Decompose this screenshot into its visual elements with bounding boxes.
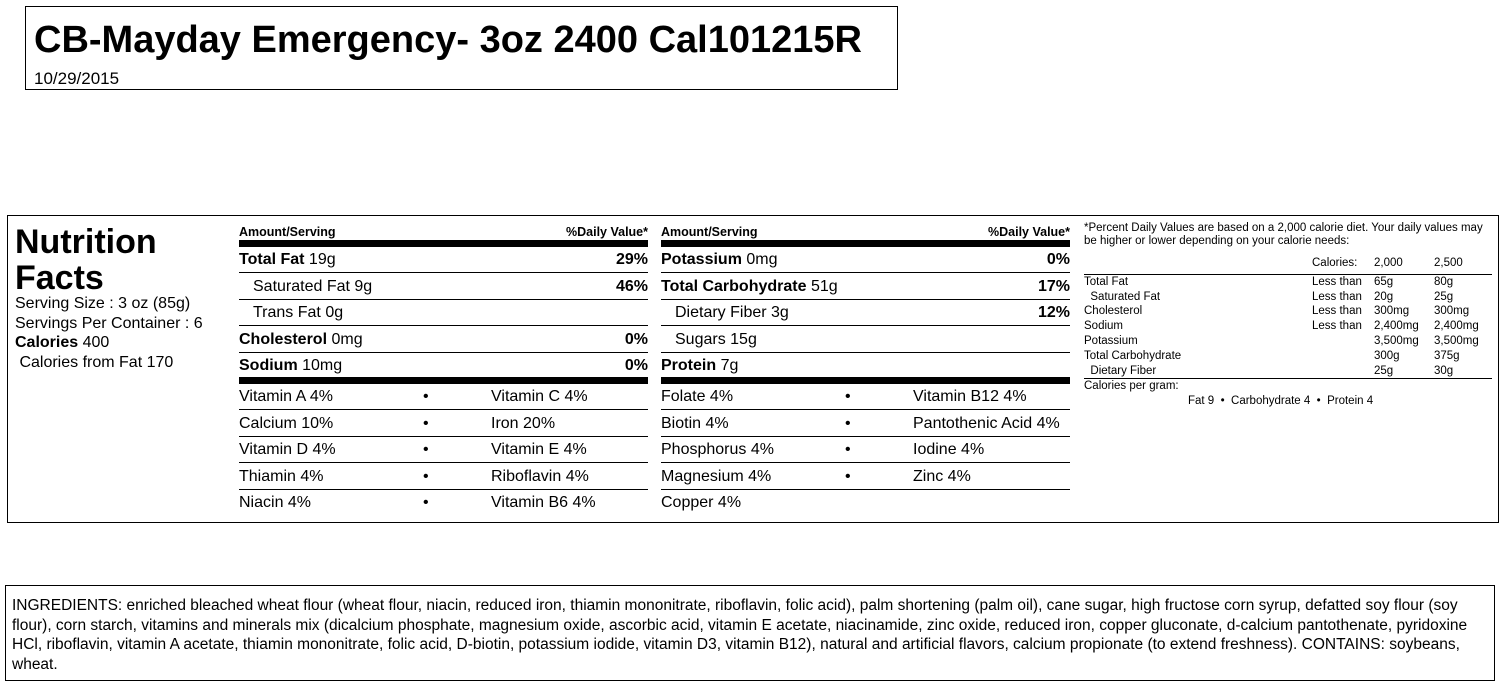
nutrient-label (661, 278, 838, 296)
vitamin-item: Vitamin A 4% (239, 388, 333, 405)
vitamin-item: Phosphorus 4% (661, 441, 774, 458)
heading-line-1: Nutrition (15, 223, 157, 261)
nutrient-label (661, 357, 738, 375)
bullet-separator: • (423, 441, 429, 458)
value-2000: 3,500mg (1374, 334, 1419, 347)
vitamin-item: Copper 4% (661, 494, 742, 511)
vitamin-item: Vitamin C 4% (491, 388, 588, 405)
nutrient-row (661, 327, 1070, 353)
vitamin-item: Vitamin D 4% (239, 441, 336, 458)
nutrition-facts-heading (15, 224, 157, 296)
thick-rule (239, 240, 648, 247)
bullet-separator: • (845, 388, 851, 405)
nutrient-name: Saturated Fat (1084, 290, 1161, 303)
vitamin-item: Pantothenic Acid 4% (913, 414, 1060, 432)
nutrient-daily-value: 29% (615, 251, 648, 268)
bullet-separator: • (845, 414, 851, 432)
vitamin-item: Calcium 10% (239, 414, 334, 432)
thick-rule (239, 377, 648, 384)
thick-rule (661, 377, 1070, 384)
daily-value-row (1084, 290, 1494, 305)
column-header (661, 225, 1070, 239)
nutrient-name: Total Fat (239, 251, 305, 268)
nutrient-label (675, 304, 789, 322)
value-2500: 300mg (1434, 305, 1470, 318)
nutrient-label (675, 331, 757, 349)
limit-label (1312, 364, 1374, 379)
calories-per-gram-label: Calories per gram: (1084, 380, 1179, 392)
vitamin-row (239, 437, 648, 463)
nutrient-amount: 0mg (327, 330, 363, 348)
vitamin-row (661, 464, 1070, 490)
limit-label (1312, 334, 1374, 349)
vitamin-item: Magnesium 4% (661, 467, 772, 485)
calories-line (15, 333, 203, 353)
nutrition-facts-panel (7, 215, 1499, 523)
vitamin-row (661, 411, 1070, 437)
daily-value-row (1084, 349, 1494, 364)
product-title: CB-Mayday Emergency- 3oz 2400 Cal101215R (34, 19, 862, 61)
vitamin-item: Zinc 4% (913, 467, 971, 485)
ingredients-text: INGREDIENTS: enriched bleached wheat flour (wheat flour, niacin, reduced iron, thiamin mononitrate, riboflavin, folic acid), palm shortening (palm oil), cane sugar, high fructose corn syrup, defatted soy flour (soy flour), corn starch, vitamins and minerals mix (dicalcium phosphate, magnesium oxide, ascorbic acid, vitamin E acetate, niacinamide, zinc oxide, reduced iron, copper gluconate, d-calcium pantothenate, pyridoxine HCl, riboflavin, vitamin A acetate, thiamin mononitrate, folic acid, D-biotin, potassium iodide, vitamin D3, vitamin B12), natural and artificial flavors, calcium propionate (to extend freshness). CONTAINS: soybeans, wheat. (12, 597, 1468, 673)
vitamin-row (661, 437, 1070, 463)
nutrient-name: Total Carbohydrate (1084, 349, 1182, 362)
nutrient-amount: Saturated Fat 9g (253, 277, 373, 295)
calories-2500: 2,500 (1434, 257, 1463, 269)
limit-label: Less than (1312, 290, 1362, 303)
nutrient-name: Sodium (1084, 320, 1123, 333)
spacer-cell (1084, 256, 1312, 271)
footnote-divider (1084, 274, 1492, 275)
nutrient-daily-value: 17% (1037, 277, 1070, 295)
value-2000: 65g (1374, 275, 1394, 288)
limit-label (1312, 349, 1374, 364)
nutrient-amount: 0mg (741, 251, 778, 268)
nutrient-name: Total Carbohydrate (661, 277, 807, 295)
nutrient-amount: 19g (304, 251, 336, 268)
vitamin-item: Vitamin E 4% (491, 441, 587, 458)
nutrient-name: Dietary Fiber (1084, 364, 1157, 377)
nutrient-name: Potassium (661, 251, 742, 268)
daily-value-row (1084, 319, 1494, 334)
nutrient-row (661, 300, 1070, 326)
value-2500: 25g (1434, 290, 1454, 303)
serving-info (15, 294, 203, 372)
nutrient-amount: Dietary Fiber 3g (675, 304, 789, 321)
nutrient-row (239, 274, 648, 300)
nutrient-label (239, 357, 342, 375)
vitamin-row (239, 384, 648, 410)
calories-2000: 2,000 (1374, 257, 1403, 269)
nutrient-row (239, 353, 648, 379)
bullet-separator: • (423, 388, 429, 405)
nutrient-daily-value: 0% (624, 330, 648, 348)
daily-value-row (1084, 304, 1494, 319)
daily-value-row (1084, 275, 1494, 290)
servings-per-container: Servings Per Container : 6 (15, 314, 203, 332)
calories-from-fat: Calories from Fat 170 (15, 353, 174, 371)
amount-serving-header: Amount/Serving (239, 225, 336, 239)
vitamin-row (239, 464, 648, 490)
nutrient-name: Potassium (1084, 334, 1138, 347)
nutrient-amount: Sugars 15g (675, 330, 757, 348)
nutrient-name: Cholesterol (239, 330, 328, 348)
vitamin-row (661, 490, 1070, 516)
limit-label: Less than (1312, 320, 1362, 333)
nutrient-amount: 51g (806, 277, 838, 295)
vitamin-row (661, 384, 1070, 410)
column-header (239, 225, 648, 239)
nutrient-name: Cholesterol (1084, 305, 1143, 318)
ingredients-box (5, 585, 1495, 681)
nutrient-label (253, 278, 372, 296)
thick-rule (661, 240, 1070, 247)
limit-label: Less than (1312, 305, 1362, 318)
heading-line-2: Facts (15, 259, 104, 297)
value-2000: 25g (1374, 364, 1394, 377)
calories-label: Calories (15, 334, 79, 351)
value-2000: 20g (1374, 290, 1394, 303)
bullet-separator: • (423, 467, 429, 485)
value-2500: 80g (1434, 275, 1454, 288)
nutrient-daily-value: 12% (1037, 304, 1070, 321)
value-2000: 2,400mg (1374, 320, 1419, 333)
nutrient-row (239, 327, 648, 353)
vitamin-item: Riboflavin 4% (491, 467, 589, 485)
title-box (25, 6, 898, 90)
nutrient-name: Total Fat (1084, 275, 1129, 288)
bullet-separator: • (845, 467, 851, 485)
amount-serving-header: Amount/Serving (661, 225, 758, 239)
nutrient-label (239, 251, 336, 269)
bullet-separator: • (423, 414, 429, 432)
limit-label: Less than (1312, 275, 1362, 288)
nutrient-label (661, 251, 778, 269)
nutrient-daily-value: 0% (1046, 251, 1070, 268)
footnote-intro: *Percent Daily Values are based on a 2,000 calorie diet. Your daily values may be higher or lower depending on your calorie needs: (1084, 222, 1483, 247)
nutrient-amount: 10mg (297, 357, 343, 374)
nutrient-name: Sodium (239, 357, 298, 374)
footnote-divider-bottom (1084, 378, 1492, 379)
serving-size: Serving Size : 3 oz (85g) (15, 295, 191, 312)
calories-per-gram-values: Fat 9 • Carbohydrate 4 • Protein 4 (1188, 395, 1374, 407)
nutrient-amount: 7g (716, 357, 739, 374)
vitamin-item: Iron 20% (491, 414, 556, 432)
daily-value-header: %Daily Value* (566, 225, 648, 239)
value-2500: 3,500mg (1434, 334, 1479, 347)
value-2500: 375g (1434, 349, 1460, 362)
vitamin-item: Folate 4% (661, 388, 734, 405)
daily-value-row (1084, 364, 1494, 379)
daily-value-header-row (1084, 256, 1494, 271)
value-2500: 2,400mg (1434, 320, 1479, 333)
nutrient-name: Protein (661, 357, 717, 374)
vitamin-item: Thiamin 4% (239, 467, 324, 485)
vitamin-item: Vitamin B6 4% (491, 494, 596, 511)
vitamin-item: Niacin 4% (239, 494, 312, 511)
vitamin-item: Vitamin B12 4% (913, 388, 1027, 405)
value-2500: 30g (1434, 364, 1454, 377)
value-2000: 300g (1374, 349, 1400, 362)
daily-value-row (1084, 334, 1494, 349)
vitamin-item: Iodine 4% (913, 441, 985, 458)
calories-label: Calories: (1312, 257, 1358, 269)
nutrient-label (239, 331, 363, 349)
nutrient-row (239, 300, 648, 326)
daily-value-header: %Daily Value* (988, 225, 1070, 239)
value-2000: 300mg (1374, 305, 1410, 318)
daily-value-footnote (1084, 222, 1494, 407)
vitamin-item: Biotin 4% (661, 414, 729, 432)
vitamin-row (239, 411, 648, 437)
nutrient-row (661, 247, 1070, 273)
calories-value: 400 (78, 334, 110, 351)
label-date: 10/29/2015 (34, 69, 120, 88)
vitamin-row (239, 490, 648, 516)
nutrient-row (661, 274, 1070, 300)
bullet-separator: • (845, 441, 851, 458)
nutrient-row (661, 353, 1070, 379)
nutrient-label (253, 304, 343, 322)
nutrient-daily-value: 46% (615, 277, 648, 295)
nutrient-amount: Trans Fat 0g (253, 304, 344, 321)
bullet-separator: • (423, 494, 429, 511)
nutrient-daily-value: 0% (624, 357, 648, 374)
nutrient-row (239, 247, 648, 273)
